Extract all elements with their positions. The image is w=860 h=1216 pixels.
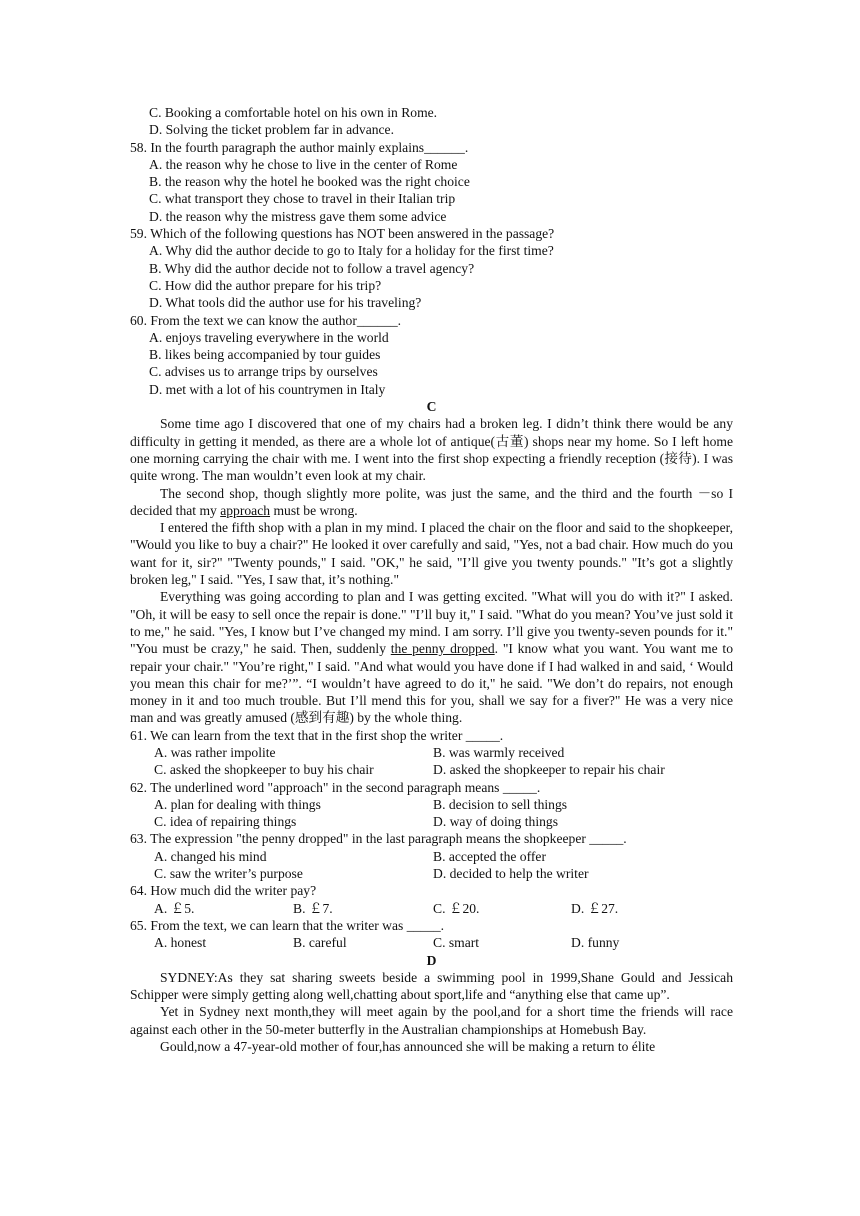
section-c-heading: C [426,399,437,415]
p4-text-after: . "I know what you want. You want me to repair your chair." "You’re right," I said. "And what would you have done if I had walked in and said, ‘ Would you mean this chair for me?’”. “I wouldn’t have agreed to do it," he said. "We don’t do repairs, not enough money in it and too much trouble. But I’ll mend this for you, shall we say for a fiver?" He was a very nice man and was greatly amused (感到有趣) by the whole thing. [130,641,734,726]
q58-option-d: D. the reason why the mistress gave them some advice [149,208,447,224]
q61-options-row-1 [130,744,733,761]
q65-stem: 65. From the text, we can learn that the writer was _____. [130,917,445,933]
q58-option-a: A. the reason why he chose to live in the center of Rome [149,156,458,172]
q61-option-a: A. was rather impolite [154,744,276,760]
q61-stem: 61. We can learn from the text that in the first shop the writer _____. [130,727,504,743]
section-d-heading: D [426,952,437,968]
q58-stem: 58. In the fourth paragraph the author mainly explains______. [130,139,469,155]
section-d-paragraph-1: SYDNEY:As they sat sharing sweets beside a swimming pool in 1999,Shane Gould and Jessicah Schipper were simply getting along well,chatting about sport,life and “anything else that came up”. [130,969,733,1003]
p2-text-before: The second shop, though slightly more polite, was just the same, and the third and the fourth －so I decided that my [130,485,733,518]
section-c-paragraph-1: Some time ago I discovered that one of my chairs had a broken leg. I didn’t think there would be any difficulty in getting it mended, as there are a whole lot of antique(古董) shops near my home. So I left home one morning carrying the chair with me. I went into the first shop expecting a friendly reception (接待). I was quite wrong. The man wouldn’t even look at my chair. [130,416,733,484]
q61-option-b: B. was warmly received [433,744,565,760]
q62-stem: 62. The underlined word "approach" in the second paragraph means _____. [130,779,541,795]
q61-option-d: D. asked the shopkeeper to repair his chair [433,762,665,778]
underlined-word-approach: approach [220,502,271,518]
section-d-paragraph-3: Gould,now a 47-year-old mother of four,has announced she will be making a return to élite [160,1039,656,1055]
q62-option-a: A. plan for dealing with things [154,796,321,812]
q64-option-c: C. ￡20. [433,900,480,916]
q63-option-d: D. decided to help the writer [433,866,589,882]
q58-option-b: B. the reason why the hotel he booked was the right choice [149,174,470,190]
q63-option-b: B. accepted the offer [433,848,546,864]
q64-option-a: A. ￡5. [154,900,195,916]
q62-option-b: B. decision to sell things [433,796,568,812]
q63-options-row-2 [130,865,733,882]
q60-option-d: D. met with a lot of his countrymen in Italy [149,381,386,397]
q64-options-row [130,900,733,917]
q63-stem: 63. The expression "the penny dropped" in the last paragraph means the shopkeeper _____. [130,831,627,847]
q59-option-a: A. Why did the author decide to go to Italy for a holiday for the first time? [149,243,554,259]
q61-options-row-2 [130,761,733,778]
section-c-paragraph-3: I entered the fifth shop with a plan in my mind. I placed the chair on the floor and said to the shopkeeper, "Would you like to buy a chair?" He looked it over carefully and said, "Yes, not a bad chair. How much do you want for it, sir?" "Twenty pounds," I said. "OK," he said, "I’ll give you twenty pounds." "It’s got a slightly broken leg," I said. "Yes, I saw that, it’s nothing." [130,520,733,588]
q60-option-b: B. likes being accompanied by tour guides [149,347,381,363]
q62-options-row-1 [130,796,733,813]
q64-stem: 64. How much did the writer pay? [130,883,317,899]
q65-option-a: A. honest [154,935,207,951]
section-c-paragraph-4 [130,588,733,726]
q63-option-a: A. changed his mind [154,848,267,864]
q64-option-b: B. ￡7. [293,900,333,916]
exam-page [130,104,733,1055]
section-d-paragraph-2: Yet in Sydney next month,they will meet again by the pool,and for a short time the friends will race against each other in the 50-meter butterfly in the Australian championships at Homebush Bay. [130,1004,733,1037]
q62-option-d: D. way of doing things [433,814,558,830]
p4-text-before: Everything was going according to plan and I was getting excited. "What will you do with it?" I asked. "Oh, it will be easy to sell once the repair is done." "I’ll buy it," I said. "What do you mean? You’ve just sold it to me," he said. "Yes, I know but I’ve changed my mind. I am sorry. I’ll give you twenty-seven pounds for it." "You must be crazy," he said. Then, suddenly [130,589,733,657]
q65-option-d: D. funny [571,935,620,951]
q58-option-c: C. what transport they chose to travel in their Italian trip [149,191,456,207]
q57-option-c: C. Booking a comfortable hotel on his own in Rome. [149,105,438,120]
q60-option-a: A. enjoys traveling everywhere in the world [149,329,389,345]
underlined-phrase-penny-dropped: the penny dropped [390,641,495,657]
q57-option-d: D. Solving the ticket problem far in advance. [149,122,394,138]
section-c-paragraph-2 [130,485,733,520]
q60-option-c: C. advises us to arrange trips by ourselves [149,364,378,380]
q61-option-c: C. asked the shopkeeper to buy his chair [154,762,374,778]
p2-text-after: must be wrong. [270,502,358,518]
q63-options-row-1 [130,848,733,865]
q59-option-c: C. How did the author prepare for his trip? [149,277,382,293]
q65-option-b: B. careful [293,935,347,951]
q62-option-c: C. idea of repairing things [154,814,297,830]
q62-options-row-2 [130,813,733,830]
q59-stem: 59. Which of the following questions has NOT been answered in the passage? [130,226,555,242]
q60-stem: 60. From the text we can know the author______. [130,312,402,328]
q65-option-c: C. smart [433,935,480,951]
q65-options-row [130,934,733,951]
q63-option-c: C. saw the writer’s purpose [154,866,303,882]
q59-option-d: D. What tools did the author use for his traveling? [149,295,422,311]
q59-option-b: B. Why did the author decide not to follow a travel agency? [149,260,475,276]
q64-option-d: D. ￡27. [571,900,619,916]
